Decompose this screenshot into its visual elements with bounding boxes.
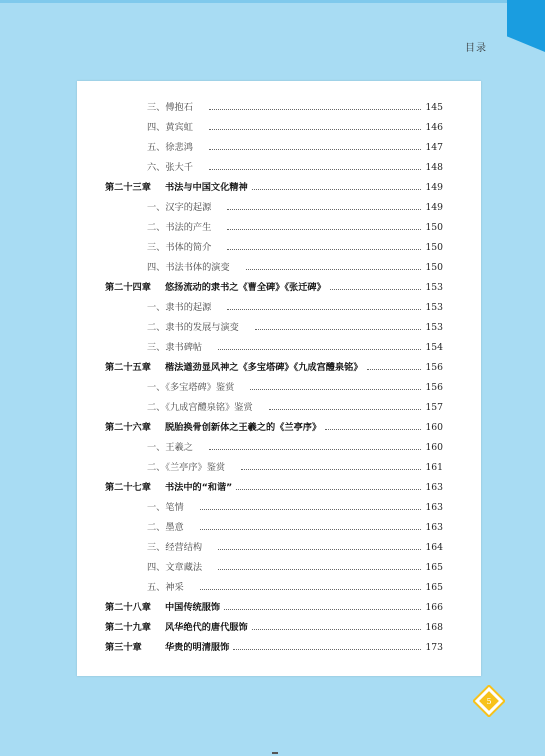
toc-page-number: 160 xyxy=(425,422,443,433)
dot-leader xyxy=(367,369,421,370)
dot-leader xyxy=(227,309,421,310)
chapter-title: 悠扬流动的隶书之《曹全碑》《张迁碑》 xyxy=(165,282,326,293)
dot-leader xyxy=(236,489,421,490)
toc-section-row[interactable] xyxy=(105,93,443,113)
toc-section-row[interactable] xyxy=(105,433,443,453)
chapter-number: 第三十章 xyxy=(105,642,142,653)
dot-leader xyxy=(209,449,421,450)
toc-page-number: 166 xyxy=(425,602,443,613)
toc-section-row[interactable] xyxy=(105,253,443,273)
dot-leader xyxy=(246,269,421,270)
toc-entry-title: 一、《多宝塔碑》鉴赏 xyxy=(147,382,235,393)
toc-page-number: 150 xyxy=(425,222,443,233)
toc-chapter-row[interactable] xyxy=(105,413,443,433)
toc-section-row[interactable] xyxy=(105,333,443,353)
chapter-number: 第二十九章 xyxy=(105,622,151,633)
dot-leader xyxy=(252,629,421,630)
toc-page-number: 163 xyxy=(425,482,443,493)
toc-page-number: 149 xyxy=(425,202,443,213)
toc-entry-title: 六、张大千 xyxy=(147,162,193,173)
chapter-number: 第二十八章 xyxy=(105,602,151,613)
dot-leader xyxy=(325,429,421,430)
chapter-number: 第二十七章 xyxy=(105,482,151,493)
dot-leader xyxy=(209,149,421,150)
toc-section-row[interactable] xyxy=(105,113,443,133)
toc-chapter-row[interactable] xyxy=(105,633,443,653)
toc-entry-title xyxy=(105,619,248,633)
toc-section-row[interactable] xyxy=(105,193,443,213)
toc-entry-title xyxy=(105,599,220,613)
dot-leader xyxy=(200,529,421,530)
toc-section-row[interactable] xyxy=(105,213,443,233)
dot-leader xyxy=(241,469,421,470)
toc-page-number: 161 xyxy=(425,462,443,473)
section-label: 目录 xyxy=(465,43,487,54)
chapter-title: 书法中的“和谐” xyxy=(165,482,233,493)
toc-entry-title: 二、书法的产生 xyxy=(147,222,212,233)
toc-entry-title: 一、隶书的起源 xyxy=(147,302,212,313)
toc-entry-title: 四、书法书体的演变 xyxy=(147,262,230,273)
toc-section-row[interactable] xyxy=(105,573,443,593)
dot-leader xyxy=(233,649,421,650)
dot-leader xyxy=(330,289,421,290)
dot-leader xyxy=(224,609,421,610)
toc-page-number: 145 xyxy=(425,102,443,113)
toc-entry-title: 三、傅抱石 xyxy=(147,102,193,113)
toc-page-number: 165 xyxy=(425,562,443,573)
chapter-title: 脱胎换骨创新体之王羲之的《兰亭序》 xyxy=(165,422,322,433)
chapter-number: 第二十五章 xyxy=(105,362,151,373)
chapter-title: 中国传统服饰 xyxy=(165,602,221,613)
toc-page-number: 163 xyxy=(425,522,443,533)
dot-leader xyxy=(227,209,421,210)
toc-page-number: 148 xyxy=(425,162,443,173)
toc-entry-title xyxy=(105,419,321,433)
chapter-number: 第二十三章 xyxy=(105,182,151,193)
toc-page-number: 164 xyxy=(425,542,443,553)
corner-tab-icon xyxy=(507,0,545,52)
toc-page-number: 160 xyxy=(425,442,443,453)
diamond-badge-icon xyxy=(473,685,505,717)
toc-entry-title: 四、文章藏法 xyxy=(147,562,203,573)
toc-entry-title xyxy=(105,179,248,193)
toc-page-number: 153 xyxy=(425,302,443,313)
dot-leader xyxy=(227,229,421,230)
toc-section-row[interactable] xyxy=(105,533,443,553)
chapter-number: 第二十六章 xyxy=(105,422,151,433)
toc-page-number: 150 xyxy=(425,242,443,253)
toc-page-number: 146 xyxy=(425,122,443,133)
toc-entry-title: 三、书体的简介 xyxy=(147,242,212,253)
toc-section-row[interactable] xyxy=(105,373,443,393)
toc-entry-title xyxy=(105,279,326,293)
toc-section-row[interactable] xyxy=(105,553,443,573)
toc-entry-title: 三、隶书碑帖 xyxy=(147,342,203,353)
bottom-mark xyxy=(272,752,278,754)
toc-entry-title xyxy=(105,479,232,493)
toc-section-row[interactable] xyxy=(105,513,443,533)
toc-section-row[interactable] xyxy=(105,233,443,253)
toc-page-number: 165 xyxy=(425,582,443,593)
toc-entry-title xyxy=(105,639,229,653)
dot-leader xyxy=(209,109,421,110)
toc-page-number: 156 xyxy=(425,362,443,373)
dot-leader xyxy=(209,169,421,170)
toc-chapter-row[interactable] xyxy=(105,613,443,633)
toc-entry-title: 五、神采 xyxy=(147,582,184,593)
toc-page-number: 156 xyxy=(425,382,443,393)
toc-entry-title: 四、黄宾虹 xyxy=(147,122,193,133)
toc-section-row[interactable] xyxy=(105,453,443,473)
dot-leader xyxy=(252,189,421,190)
toc-entry-title: 一、王羲之 xyxy=(147,442,193,453)
chapter-title: 华贵的明清服饰 xyxy=(165,642,230,653)
toc-page-number: 163 xyxy=(425,502,443,513)
toc-chapter-row[interactable] xyxy=(105,173,443,193)
toc-chapter-row[interactable] xyxy=(105,473,443,493)
dot-leader xyxy=(269,409,421,410)
toc-entry-title: 一、笔情 xyxy=(147,502,184,513)
toc-entry-title: 五、徐悲鸿 xyxy=(147,142,193,153)
toc-panel xyxy=(77,81,481,676)
toc-chapter-row[interactable] xyxy=(105,353,443,373)
chapter-number: 第二十四章 xyxy=(105,282,151,293)
dot-leader xyxy=(250,389,421,390)
dot-leader xyxy=(218,549,421,550)
dot-leader xyxy=(218,569,421,570)
toc-page-number: 168 xyxy=(425,622,443,633)
toc-section-row[interactable] xyxy=(105,393,443,413)
dot-leader xyxy=(200,589,421,590)
toc-entry-title: 二、隶书的发展与演变 xyxy=(147,322,239,333)
toc-page-number: 154 xyxy=(425,342,443,353)
toc-entry-title xyxy=(105,359,363,373)
dot-leader xyxy=(218,349,421,350)
toc-page-number: 173 xyxy=(425,642,443,653)
toc-entry-title: 二、《兰亭序》鉴赏 xyxy=(147,462,226,473)
dot-leader xyxy=(200,509,421,510)
toc-section-row[interactable] xyxy=(105,133,443,153)
toc-entry-title: 三、经营结构 xyxy=(147,542,203,553)
table-of-contents xyxy=(105,93,443,653)
chapter-title: 楷法遒劲显风神之《多宝塔碑》《九成宫醴泉铭》 xyxy=(165,362,363,373)
top-edge-strip xyxy=(0,0,545,3)
toc-section-row[interactable] xyxy=(105,493,443,513)
dot-leader xyxy=(227,249,421,250)
chapter-title: 风华绝代的唐代服饰 xyxy=(165,622,248,633)
toc-section-row[interactable] xyxy=(105,313,443,333)
toc-chapter-row[interactable] xyxy=(105,273,443,293)
page-number: 5 xyxy=(486,697,492,706)
toc-page-number: 157 xyxy=(425,402,443,413)
dot-leader xyxy=(209,129,421,130)
toc-page-number: 153 xyxy=(425,322,443,333)
toc-section-row[interactable] xyxy=(105,153,443,173)
toc-page-number: 147 xyxy=(425,142,443,153)
toc-section-row[interactable] xyxy=(105,293,443,313)
dot-leader xyxy=(255,329,421,330)
toc-chapter-row[interactable] xyxy=(105,593,443,613)
toc-entry-title: 一、汉字的起源 xyxy=(147,202,212,213)
toc-page-number: 150 xyxy=(425,262,443,273)
toc-entry-title: 二、《九成宫醴泉铭》鉴赏 xyxy=(147,402,253,413)
toc-page-number: 149 xyxy=(425,182,443,193)
toc-page-number: 153 xyxy=(425,282,443,293)
toc-entry-title: 二、墨意 xyxy=(147,522,184,533)
chapter-title: 书法与中国文化精神 xyxy=(165,182,248,193)
